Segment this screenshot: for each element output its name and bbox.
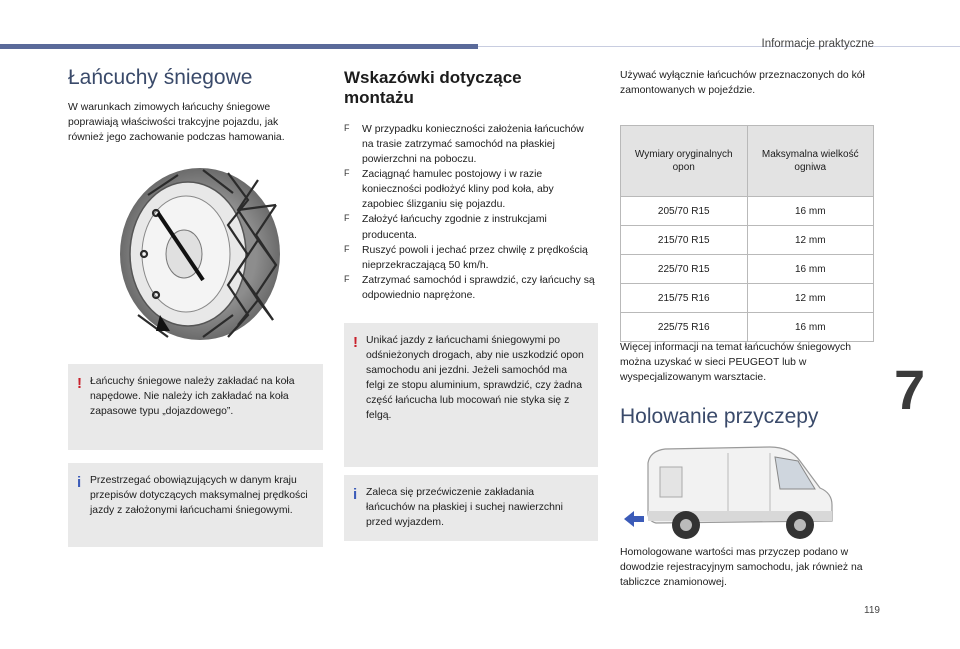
page-number: 119 <box>864 605 880 616</box>
table-cell: 215/70 R15 <box>621 226 748 255</box>
van-illustration <box>620 443 840 541</box>
table-cell: 205/70 R15 <box>621 197 748 226</box>
more-info-paragraph: Więcej informacji na temat łańcuchów śniegowych można uzyskać w sieci PEUGEOT lub w wyspecjalizowanym warsztacie. <box>620 342 852 384</box>
table-header: Maksymalna wielkość ogniwa <box>747 126 874 197</box>
warning-note-drive-wheels <box>68 364 323 450</box>
step-bullet: F <box>344 213 350 224</box>
step-bullet: F <box>344 123 350 133</box>
table-row <box>621 226 874 255</box>
table-cell: 16 mm <box>747 197 874 226</box>
table-row <box>621 284 874 313</box>
snow-chain-tire-illustration <box>108 165 284 343</box>
list-item: F Założyć łańcuchy zgodnie z instrukcjami producenta. <box>344 213 547 241</box>
header-bar <box>0 44 478 49</box>
towing-title: Holowanie przyczepy <box>620 405 819 428</box>
table-row <box>621 313 874 342</box>
table-cell: 225/75 R16 <box>621 313 748 342</box>
step-bullet: F <box>344 243 350 254</box>
info-text: Zaleca się przećwiczenie zakładania łańcuchów na płaskiej i suchej nawierzchni przed wyjazdem. <box>366 487 563 529</box>
table-row <box>621 255 874 284</box>
table-cell: 225/70 R15 <box>621 255 748 284</box>
table-cell: 12 mm <box>747 226 874 255</box>
mounting-title-line2: montażu <box>344 87 414 107</box>
mounting-title-line1: Wskazówki dotyczące <box>344 68 522 87</box>
info-icon: i <box>353 486 358 503</box>
towing-paragraph: Homologowane wartości mas przyczep podano w dowodzie rejestracyjnym samochodu, jak również na tabliczce znamionowej. <box>620 547 863 589</box>
page-title: Łańcuchy śniegowe <box>68 66 253 89</box>
section-title: Informacje praktyczne <box>761 38 874 50</box>
header-rule <box>478 46 960 47</box>
chains-intro: Używać wyłącznie łańcuchów przeznaczonych do kół zamontowanych w pojeździe. <box>620 70 865 97</box>
info-note-speed-limit <box>68 463 323 547</box>
table-cell: 12 mm <box>747 284 874 313</box>
mounting-steps-list <box>344 122 596 303</box>
warning-text: Unikać jazdy z łańcuchami śniegowymi po odśnieżonych drogach, aby nie uszkodzić opon samochodu ani jezdni. Jeżeli samochód ma felgi ze stopu aluminium, sprawdzić, czy żadna część łańcucha lub mocowań nie styka się z felgą. <box>366 335 584 422</box>
tire-chain-table <box>620 125 874 342</box>
info-note-practice <box>344 475 598 541</box>
intro-paragraph: W warunkach zimowych łańcuchy śniegowe poprawiają właściwości trakcyjne pojazdu, jak również jego zachowanie podczas hamowania. <box>68 102 285 144</box>
step-bullet: F <box>344 168 350 179</box>
list-item: F Zatrzymać samochód i sprawdzić, czy łańcuchy są odpowiednio naprężone. <box>344 273 595 301</box>
table-cell: 16 mm <box>747 255 874 284</box>
table-header: Wymiary oryginalnych opon <box>621 126 748 197</box>
table-cell: 215/75 R16 <box>621 284 748 313</box>
info-text: Przestrzegać obowiązujących w danym kraju przepisów dotyczących maksymalnej prędkości jazdy z założonymi łańcuchami śniegowymi. <box>90 475 308 517</box>
warning-icon: ! <box>77 375 82 392</box>
warning-icon: ! <box>353 334 358 351</box>
warning-text: Łańcuchy śniegowe należy zakładać na koła napędowe. Nie należy ich zakładać na koła zapasowe typu „dojazdowego”. <box>90 376 295 418</box>
list-item: F W przypadku konieczności założenia łańcuchów na trasie zatrzymać samochód na płaskiej powierzchni na poboczu. <box>344 123 584 166</box>
mounting-title <box>344 68 598 107</box>
step-bullet: F <box>344 273 350 284</box>
info-icon: i <box>77 474 82 491</box>
table-row <box>621 197 874 226</box>
list-item: F Zaciągnąć hamulec postojowy i w razie konieczności podłożyć kliny pod koła, aby zapobiec ślizganiu się pojazdu. <box>344 168 554 211</box>
table-cell: 16 mm <box>747 313 874 342</box>
warning-note-cleared-roads <box>344 323 598 467</box>
chapter-number: 7 <box>894 358 926 421</box>
list-item: F Ruszyć powoli i jechać przez chwilę z prędkością nieprzekraczającą 50 km/h. <box>344 243 588 271</box>
